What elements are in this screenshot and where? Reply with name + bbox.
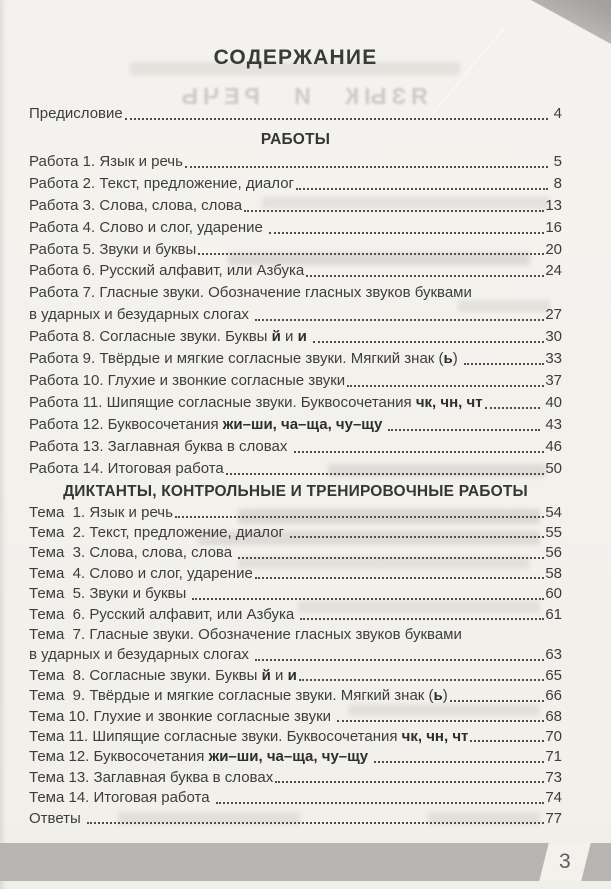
toc-entry: [29, 605, 562, 625]
dot-leader: [269, 217, 544, 234]
toc-entry: [29, 788, 562, 808]
dot-leader: [299, 666, 545, 681]
entry-page-number: 56: [545, 544, 562, 562]
toc-entry: [29, 503, 562, 523]
dot-leader: [450, 686, 545, 701]
toc-entry: [29, 217, 562, 239]
toc-entry: [29, 543, 562, 563]
entry-label: Работа 9. Твёрдые и мягкие согласные звуки. Мягкий знак (ь): [29, 350, 462, 368]
entry-label: Тема 5. Звуки и буквы: [29, 585, 191, 603]
entry-page-number: 74: [545, 789, 562, 807]
toc-entry: [29, 195, 562, 217]
entry-label: Работа 3. Слова, слова, слова: [29, 196, 243, 214]
entry-label: Тема 4. Слово и слог, ударение: [29, 564, 253, 582]
toc-entry: [29, 282, 562, 304]
entry-page-number: 71: [545, 748, 562, 766]
dot-leader: [294, 436, 545, 453]
toc-entry: [29, 645, 562, 665]
toc-entry: [29, 348, 562, 370]
bleedthrough-text: ЯЗЫК И РЕЧЬ: [176, 83, 428, 109]
toc-entry: [29, 523, 562, 543]
entry-page-number: 68: [545, 707, 562, 725]
toc-entry: [29, 584, 562, 604]
toc-entry: [29, 747, 562, 767]
entry-page-number: 70: [545, 727, 562, 745]
dot-leader: [192, 584, 544, 599]
toc: [29, 103, 562, 829]
toc-entry: [29, 625, 562, 645]
entry-label: Тема 11. Шипящие согласные звуки. Буквосочетания чк, чн, чт: [29, 727, 469, 745]
dot-leader: [244, 195, 544, 212]
dot-leader: [470, 727, 544, 742]
dot-leader: [347, 370, 544, 387]
entry-label: Тема 12. Буквосочетания жи–ши, ча–ща, чу–щу: [29, 748, 369, 766]
entry-page-number: 20: [545, 240, 562, 258]
entry-label: в ударных и безударных слогах: [29, 646, 254, 664]
entry-page-number: 55: [545, 523, 562, 541]
toc-entry: [29, 103, 562, 125]
toc-entry: [29, 707, 562, 727]
dot-leader: [290, 523, 544, 538]
entry-page-number: 24: [545, 262, 562, 280]
dot-leader: [300, 605, 544, 620]
dot-leader: [388, 414, 540, 431]
toc-entry: [29, 304, 562, 326]
dot-leader: [125, 103, 549, 120]
entry-page-number: 54: [545, 503, 562, 521]
entry-label: в ударных и безударных слогах: [29, 306, 254, 324]
entry-label: Предисловие: [29, 105, 123, 122]
entry-label: Тема 13. Заглавная буква в словах: [29, 768, 274, 786]
entry-label: Работа 10. Глухие и звонкие согласные звуки: [29, 371, 346, 389]
entry-page-number: 5: [549, 152, 562, 170]
dot-leader: [313, 326, 544, 343]
toc-entry: [29, 173, 562, 195]
entry-page-number: 61: [545, 605, 562, 623]
entry-page-number: 27: [545, 306, 562, 324]
page-title: СОДЕРЖАНИЕ: [213, 46, 378, 69]
dot-leader: [216, 788, 545, 803]
entry-page-number: 33: [545, 350, 562, 368]
dot-leader: [485, 392, 541, 409]
entry-page-number: 60: [545, 585, 562, 603]
entry-label: Работа 2. Текст, предложение, диалог: [29, 174, 295, 192]
toc-entry: [29, 151, 562, 173]
toc-entry: [29, 326, 562, 348]
entry-page-number: 8: [549, 174, 562, 192]
section-entries: [29, 151, 562, 480]
entry-page-number: 66: [545, 687, 562, 705]
page-number: 3: [559, 850, 571, 873]
entry-label: Работа 5. Звуки и буквы: [29, 240, 197, 258]
entry-page-number: 77: [545, 809, 562, 827]
dot-leader: [306, 260, 544, 277]
toc-entry: [29, 564, 562, 584]
section-header: ДИКТАНТЫ, КОНТРОЛЬНЫЕ И ТРЕНИРОВОЧНЫЕ РАБОТЫ: [63, 482, 528, 500]
entry-page-number: 40: [541, 393, 562, 411]
entry-page-number: 13: [545, 196, 562, 214]
entry-label: Работа 11. Шипящие согласные звуки. Буквосочетания чк, чн, чт: [29, 393, 483, 411]
entry-label: Работа 12. Буквосочетания жи–ши, ча–ща, чу–щу: [29, 415, 383, 433]
toc-entry: [29, 768, 562, 788]
entry-label: Тема 8. Согласные звуки. Буквы й и и: [29, 666, 297, 684]
preface-row: [29, 103, 562, 125]
entry-page-number: 65: [545, 666, 562, 684]
toc-entry: [29, 458, 562, 480]
dot-leader: [374, 747, 544, 762]
dot-leader: [226, 458, 545, 475]
section-header: РАБОТЫ: [260, 130, 331, 148]
toc-entry: [29, 436, 562, 458]
entry-page-number: 30: [545, 328, 562, 346]
entry-label: Ответы: [29, 809, 86, 827]
toc-entry: [29, 370, 562, 392]
entry-page-number: 50: [545, 459, 562, 477]
dot-leader: [87, 809, 544, 824]
dot-leader: [255, 645, 544, 660]
toc-entry: [29, 414, 562, 436]
dot-leader: [255, 564, 545, 579]
entry-page-number: 43: [541, 415, 562, 433]
footer-band: [0, 843, 611, 881]
dot-leader: [175, 503, 544, 518]
entry-label: Работа 13. Заглавная буква в словах: [29, 437, 292, 455]
dot-leader: [337, 707, 544, 722]
entry-label: Тема 2. Текст, предложение, диалог: [29, 523, 289, 541]
section-entries: [29, 503, 562, 830]
toc-entry: [29, 260, 562, 282]
entry-label: Тема 9. Твёрдые и мягкие согласные звуки. Мягкий знак (ь): [29, 687, 448, 705]
entry-label: Работа 4. Слово и слог, ударение: [29, 218, 267, 236]
entry-label: Тема 10. Глухие и звонкие согласные звуки: [29, 707, 336, 725]
dot-leader: [238, 543, 544, 558]
dot-leader: [275, 768, 544, 783]
toc-entry: [29, 239, 562, 261]
entry-label: Работа 1. Язык и речь: [29, 152, 183, 170]
answers-entry: [29, 809, 562, 829]
entry-label: Работа 8. Согласные звуки. Буквы й и и: [29, 328, 307, 346]
entry-page-number: 73: [545, 768, 562, 786]
toc-entry: [29, 686, 562, 706]
entry-label: Работа 6. Русский алфавит, или Азбука: [29, 262, 305, 280]
entry-label: Работа 14. Итоговая работа: [29, 459, 224, 477]
entry-label: Тема 1. Язык и речь: [29, 503, 173, 521]
entry-label: Тема 14. Итоговая работа: [29, 789, 214, 807]
dot-leader: [296, 173, 548, 190]
entry-label: Тема 7. Гласные звуки. Обозначение гласных звуков буквами: [29, 625, 462, 643]
entry-label: Работа 7. Гласные звуки. Обозначение гласных звуков буквами: [29, 284, 472, 302]
dot-leader: [185, 151, 549, 168]
entry-label: Тема 6. Русский алфавит, или Азбука: [29, 605, 299, 623]
toc-entry: [29, 727, 562, 747]
entry-label: Тема 3. Слова, слова, слова: [29, 544, 237, 562]
entry-page-number: 16: [545, 218, 562, 236]
toc-content: [29, 0, 562, 829]
dot-leader: [255, 304, 544, 321]
entry-page-number: 46: [545, 437, 562, 455]
entry-page-number: 37: [545, 371, 562, 389]
toc-entry: [29, 666, 562, 686]
entry-page-number: 58: [545, 564, 562, 582]
entry-page-number: 4: [549, 105, 562, 122]
dot-leader: [198, 239, 544, 256]
footer-slash-decoration: [539, 843, 590, 881]
toc-entry: [29, 392, 562, 414]
dot-leader: [464, 348, 544, 365]
entry-page-number: 63: [545, 646, 562, 664]
